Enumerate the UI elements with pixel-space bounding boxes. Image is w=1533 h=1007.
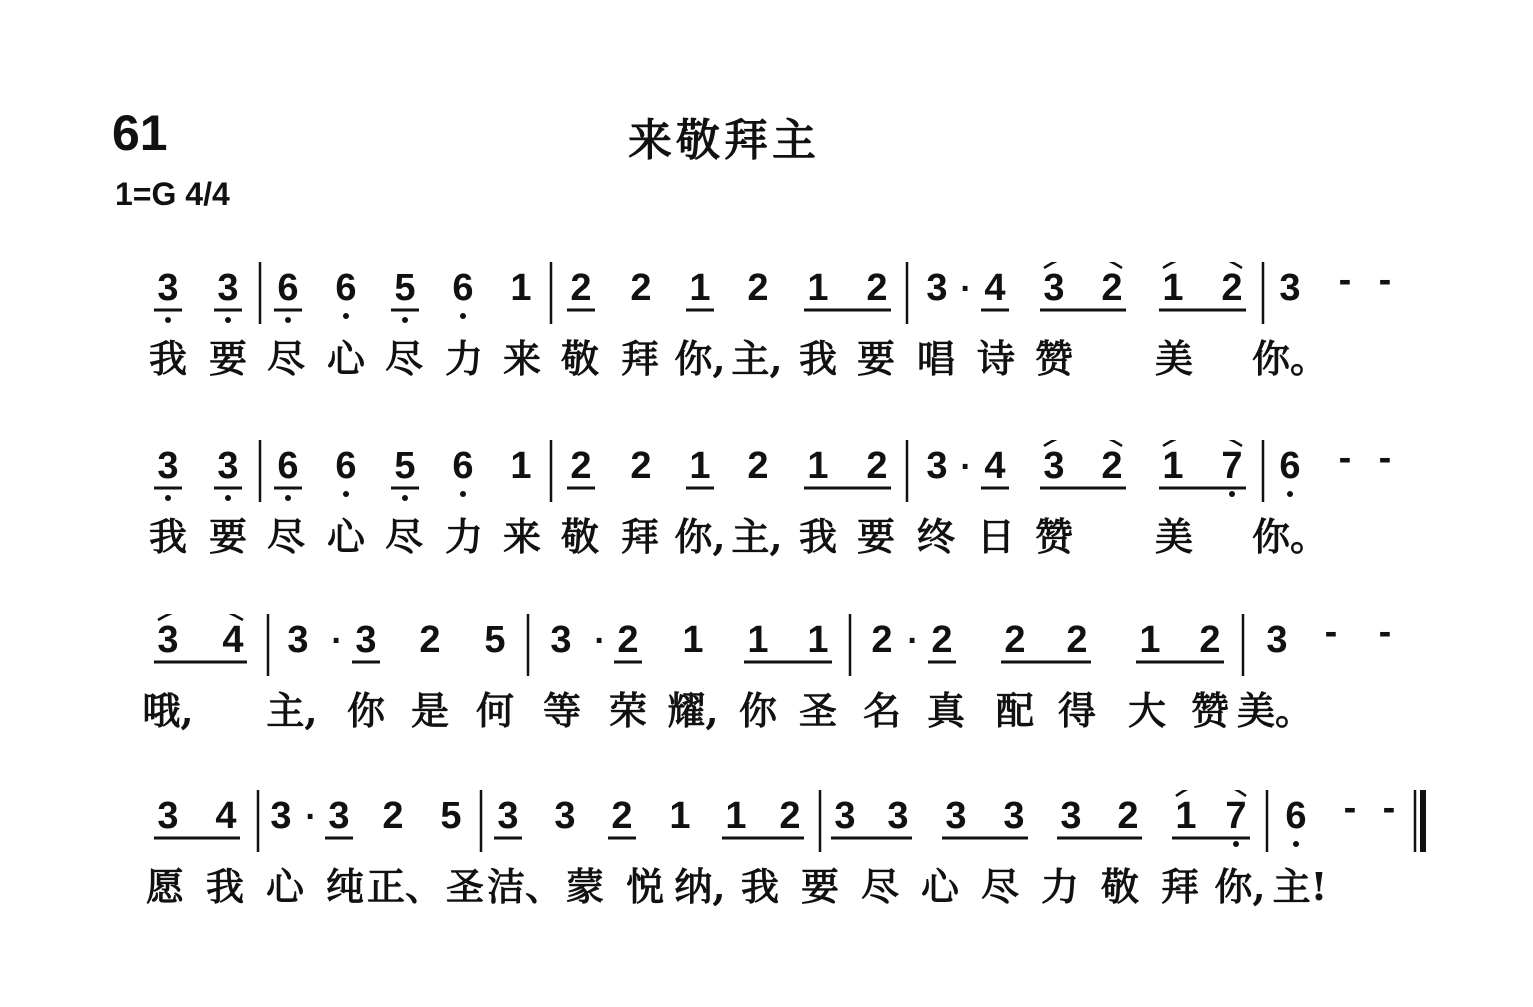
lyric-syllable: 你,	[1214, 864, 1266, 909]
note: 2	[1199, 619, 1221, 661]
note: 3	[887, 795, 909, 837]
lyric-syllable: 诗	[976, 336, 1016, 381]
note: 3	[550, 619, 572, 661]
lyric-syllable: 赞	[1034, 336, 1074, 381]
note: 3	[157, 445, 179, 487]
lyric-syllable: 你	[346, 688, 386, 733]
note: 2	[866, 267, 888, 309]
note: 1	[510, 445, 532, 487]
note: 2	[419, 619, 441, 661]
note: 2	[617, 619, 639, 661]
dot-rhythm: ·	[960, 448, 972, 486]
note: 6	[277, 445, 299, 487]
note: 2	[611, 795, 633, 837]
note: 3	[1043, 267, 1065, 309]
octave-dot	[402, 317, 408, 323]
note: 3	[945, 795, 967, 837]
lyric-syllable: 你。	[1251, 336, 1329, 381]
note: 3	[287, 619, 309, 661]
lyric-syllable: 圣	[445, 864, 485, 909]
note: 3	[157, 795, 179, 837]
note: 6	[335, 445, 357, 487]
octave-dot	[285, 495, 291, 501]
lyric-syllable: 主,	[731, 514, 783, 559]
note: 2	[871, 619, 893, 661]
note: 4	[215, 795, 237, 837]
note: 4	[222, 619, 244, 661]
note: 5	[440, 795, 462, 837]
note: 1	[807, 619, 829, 661]
lyric-syllable: 主,	[731, 336, 783, 381]
octave-dot	[402, 495, 408, 501]
lyric-syllable: 美	[1154, 514, 1194, 559]
note: 2	[630, 445, 652, 487]
system-3	[0, 614, 1533, 764]
lyric-syllable: 要	[800, 864, 840, 909]
lyric-syllable: 尽	[980, 864, 1020, 909]
note: 3	[926, 445, 948, 487]
note: 3	[1003, 795, 1025, 837]
note: 7	[1225, 795, 1247, 837]
note: 1	[682, 619, 704, 661]
lyric-syllable: 心	[265, 864, 305, 909]
octave-dot	[165, 495, 171, 501]
hold-dash: -	[1338, 440, 1352, 479]
note: 7	[1221, 445, 1243, 487]
lyric-syllable: 主,	[266, 688, 318, 733]
note: 2	[931, 619, 953, 661]
lyric-syllable: 蒙	[565, 864, 605, 909]
note: 1	[1175, 795, 1197, 837]
note: 1	[689, 445, 711, 487]
note: 3	[157, 267, 179, 309]
note: 1	[1162, 267, 1184, 309]
lyric-syllable: 哦,	[142, 688, 194, 733]
note: 3	[834, 795, 856, 837]
hold-dash: -	[1378, 614, 1392, 653]
note: 3	[1060, 795, 1082, 837]
octave-dot	[165, 317, 171, 323]
lyric-syllable: 正、	[366, 864, 444, 909]
lyric-syllable: 要	[856, 514, 896, 559]
lyric-syllable: 我	[148, 514, 188, 559]
lyric-syllable: 我	[798, 336, 838, 381]
lyric-syllable: 荣	[608, 688, 648, 733]
lyric-syllable: 来	[502, 514, 542, 559]
octave-dot	[343, 491, 349, 497]
hold-dash: -	[1338, 262, 1352, 301]
lyric-syllable: 得	[1057, 688, 1097, 733]
hold-dash: -	[1378, 262, 1392, 301]
octave-dot	[1287, 491, 1293, 497]
lyric-syllable: 力	[1040, 864, 1080, 909]
lyric-syllable: 要	[208, 514, 248, 559]
note: 1	[1139, 619, 1161, 661]
lyrics-row-3	[0, 680, 1533, 750]
note: 4	[984, 445, 1006, 487]
lyric-syllable: 等	[542, 688, 582, 733]
note: 2	[1117, 795, 1139, 837]
note: 1	[669, 795, 691, 837]
lyric-syllable: 悦	[625, 864, 665, 909]
lyric-syllable: 我	[798, 514, 838, 559]
lyric-syllable: 尽	[266, 514, 306, 559]
note: 2	[382, 795, 404, 837]
note: 1	[689, 267, 711, 309]
system-2	[0, 440, 1533, 590]
dot-rhythm: ·	[331, 622, 343, 660]
lyric-syllable: 配	[995, 688, 1035, 733]
lyric-syllable: 终	[916, 514, 956, 559]
lyric-syllable: 心	[920, 864, 960, 909]
octave-dot	[460, 491, 466, 497]
note: 6	[277, 267, 299, 309]
octave-dot	[1293, 841, 1299, 847]
octave-dot	[343, 313, 349, 319]
note: 1	[725, 795, 747, 837]
dot-rhythm: ·	[907, 622, 919, 660]
lyric-syllable: 我	[740, 864, 780, 909]
lyric-syllable: 尽	[384, 336, 424, 381]
note: 6	[1279, 445, 1301, 487]
note: 3	[554, 795, 576, 837]
lyric-syllable: 我	[148, 336, 188, 381]
note: 5	[484, 619, 506, 661]
hold-dash: -	[1343, 790, 1357, 829]
lyric-syllable: 唱	[916, 336, 956, 381]
lyric-syllable: 你,	[674, 514, 726, 559]
lyric-syllable: 美	[1154, 336, 1194, 381]
lyric-syllable: 心	[326, 514, 366, 559]
lyric-syllable: 美。	[1236, 688, 1314, 733]
note: 2	[1221, 267, 1243, 309]
lyric-syllable: 纳,	[674, 864, 726, 909]
lyric-syllable: 主!	[1272, 864, 1328, 909]
octave-dot	[1229, 491, 1235, 497]
lyric-syllable: 大	[1127, 688, 1167, 733]
lyric-syllable: 要	[856, 336, 896, 381]
note: 4	[984, 267, 1006, 309]
note: 6	[452, 267, 474, 309]
octave-dot	[225, 317, 231, 323]
note: 1	[510, 267, 532, 309]
dot-rhythm: ·	[594, 622, 606, 660]
lyric-syllable: 拜	[1160, 864, 1200, 909]
note: 5	[394, 267, 416, 309]
note: 6	[1285, 795, 1307, 837]
note: 2	[747, 267, 769, 309]
lyrics-row-1	[0, 328, 1533, 398]
dot-rhythm: ·	[305, 798, 317, 836]
lyric-syllable: 敬	[560, 336, 600, 381]
note: 3	[328, 795, 350, 837]
lyrics-row-2	[0, 506, 1533, 576]
note: 1	[807, 267, 829, 309]
system-4	[0, 790, 1533, 940]
lyric-syllable: 日	[976, 514, 1016, 559]
note: 3	[270, 795, 292, 837]
lyric-syllable: 心	[326, 336, 366, 381]
hymn-title: 来敬拜主	[628, 115, 820, 166]
note: 3	[355, 619, 377, 661]
lyric-syllable: 何	[475, 688, 515, 733]
octave-dot	[225, 495, 231, 501]
lyric-syllable: 洁、	[486, 864, 564, 909]
note: 2	[570, 445, 592, 487]
lyric-syllable: 圣	[798, 688, 838, 733]
lyric-syllable: 敬	[560, 514, 600, 559]
octave-dot	[285, 317, 291, 323]
note: 5	[394, 445, 416, 487]
lyric-syllable: 名	[862, 688, 902, 733]
lyric-syllable: 拜	[620, 514, 660, 559]
note: 1	[807, 445, 829, 487]
lyric-syllable: 力	[444, 514, 484, 559]
note: 6	[452, 445, 474, 487]
note: 3	[157, 619, 179, 661]
note: 2	[866, 445, 888, 487]
lyric-syllable: 真	[926, 688, 966, 733]
note: 3	[1279, 267, 1301, 309]
hold-dash: -	[1324, 614, 1338, 653]
lyric-syllable: 力	[444, 336, 484, 381]
note: 1	[747, 619, 769, 661]
note: 2	[630, 267, 652, 309]
lyric-syllable: 拜	[620, 336, 660, 381]
lyric-syllable: 你。	[1251, 514, 1329, 559]
lyric-syllable: 尽	[266, 336, 306, 381]
note: 3	[217, 445, 239, 487]
note: 3	[926, 267, 948, 309]
hymn-number: 61	[112, 105, 168, 161]
dot-rhythm: ·	[960, 270, 972, 308]
octave-dot	[1233, 841, 1239, 847]
key-signature: 1=G 4/4	[115, 176, 230, 212]
lyric-syllable: 尽	[860, 864, 900, 909]
note: 2	[747, 445, 769, 487]
hold-dash: -	[1382, 790, 1396, 829]
note: 2	[1066, 619, 1088, 661]
note: 3	[1266, 619, 1288, 661]
lyric-syllable: 耀,	[667, 688, 719, 733]
lyric-syllable: 尽	[384, 514, 424, 559]
note: 2	[570, 267, 592, 309]
note: 3	[497, 795, 519, 837]
note: 3	[1043, 445, 1065, 487]
note: 2	[1101, 445, 1123, 487]
lyric-syllable: 愿	[145, 864, 185, 909]
lyric-syllable: 是	[410, 688, 450, 733]
note: 3	[217, 267, 239, 309]
note: 6	[335, 267, 357, 309]
note: 2	[779, 795, 801, 837]
lyric-syllable: 要	[208, 336, 248, 381]
lyric-syllable: 敬	[1100, 864, 1140, 909]
hold-dash: -	[1378, 440, 1392, 479]
octave-dot	[460, 313, 466, 319]
note: 2	[1004, 619, 1026, 661]
note: 2	[1101, 267, 1123, 309]
note: 1	[1162, 445, 1184, 487]
lyric-syllable: 纯	[325, 864, 365, 909]
lyric-syllable: 赞	[1190, 688, 1230, 733]
lyric-syllable: 来	[502, 336, 542, 381]
lyric-syllable: 我	[205, 864, 245, 909]
system-1	[0, 262, 1533, 412]
lyrics-row-4	[0, 856, 1533, 926]
lyric-syllable: 你	[738, 688, 778, 733]
lyric-syllable: 你,	[674, 336, 726, 381]
lyric-syllable: 赞	[1034, 514, 1074, 559]
